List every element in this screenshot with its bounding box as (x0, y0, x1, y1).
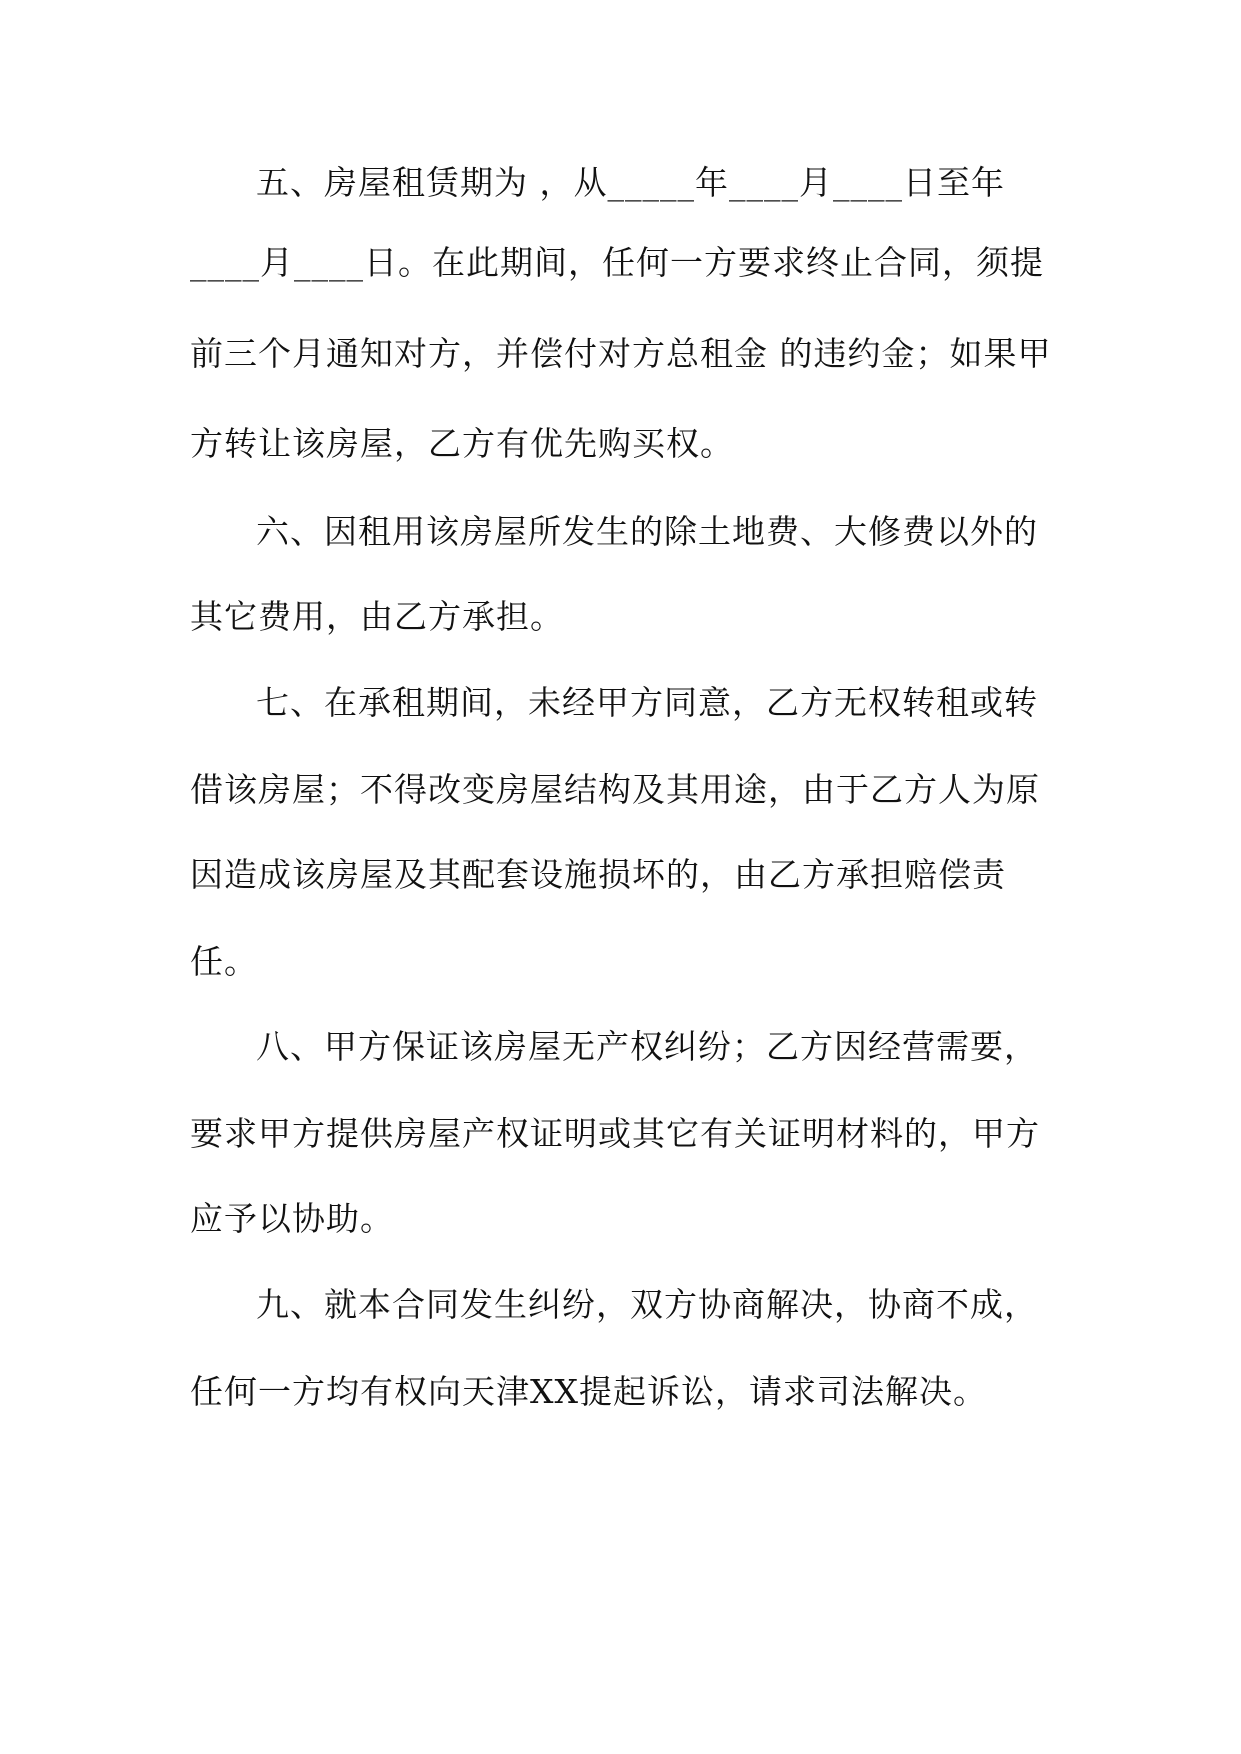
clause-8-line-1: 八、甲方保证该房屋无产权纠纷；乙方因经营需要， (256, 1027, 1038, 1066)
clause-9-line-1: 九、就本合同发生纠纷，双方协商解决，协商不成， (256, 1285, 1038, 1324)
clause-9-line-2: 任何一方均有权向天津XX提起诉讼，请求司法解决。 (190, 1372, 987, 1411)
clause-8-line-3: 应予以协助。 (190, 1199, 394, 1238)
clause-5-line-4: 方转让该房屋，乙方有优先购买权。 (190, 424, 734, 463)
clause-5-line-1: 五、房屋租赁期为 ，从_____年____月____日至年 (256, 163, 1005, 202)
clause-7-line-1: 七、在承租期间，未经甲方同意，乙方无权转租或转 (256, 683, 1038, 722)
clause-7-line-2: 借该房屋；不得改变房屋结构及其用途，由于乙方人为原 (190, 770, 1040, 809)
clause-5-line-3: 前三个月通知对方，并偿付对方总租金 的违约金；如果甲 (190, 334, 1052, 373)
clause-6-line-2: 其它费用，由乙方承担。 (190, 597, 564, 636)
clause-7-line-4: 任。 (190, 942, 258, 981)
clause-5-line-2: ____月____日。在此期间，任何一方要求终止合同，须提 (190, 243, 1044, 282)
clause-8-line-2: 要求甲方提供房屋产权证明或其它有关证明材料的，甲方 (190, 1114, 1040, 1153)
clause-6-line-1: 六、因租用该房屋所发生的除土地费、大修费以外的 (256, 512, 1038, 551)
clause-7-line-3: 因造成该房屋及其配套设施损坏的，由乙方承担赔偿责 (190, 855, 1006, 894)
